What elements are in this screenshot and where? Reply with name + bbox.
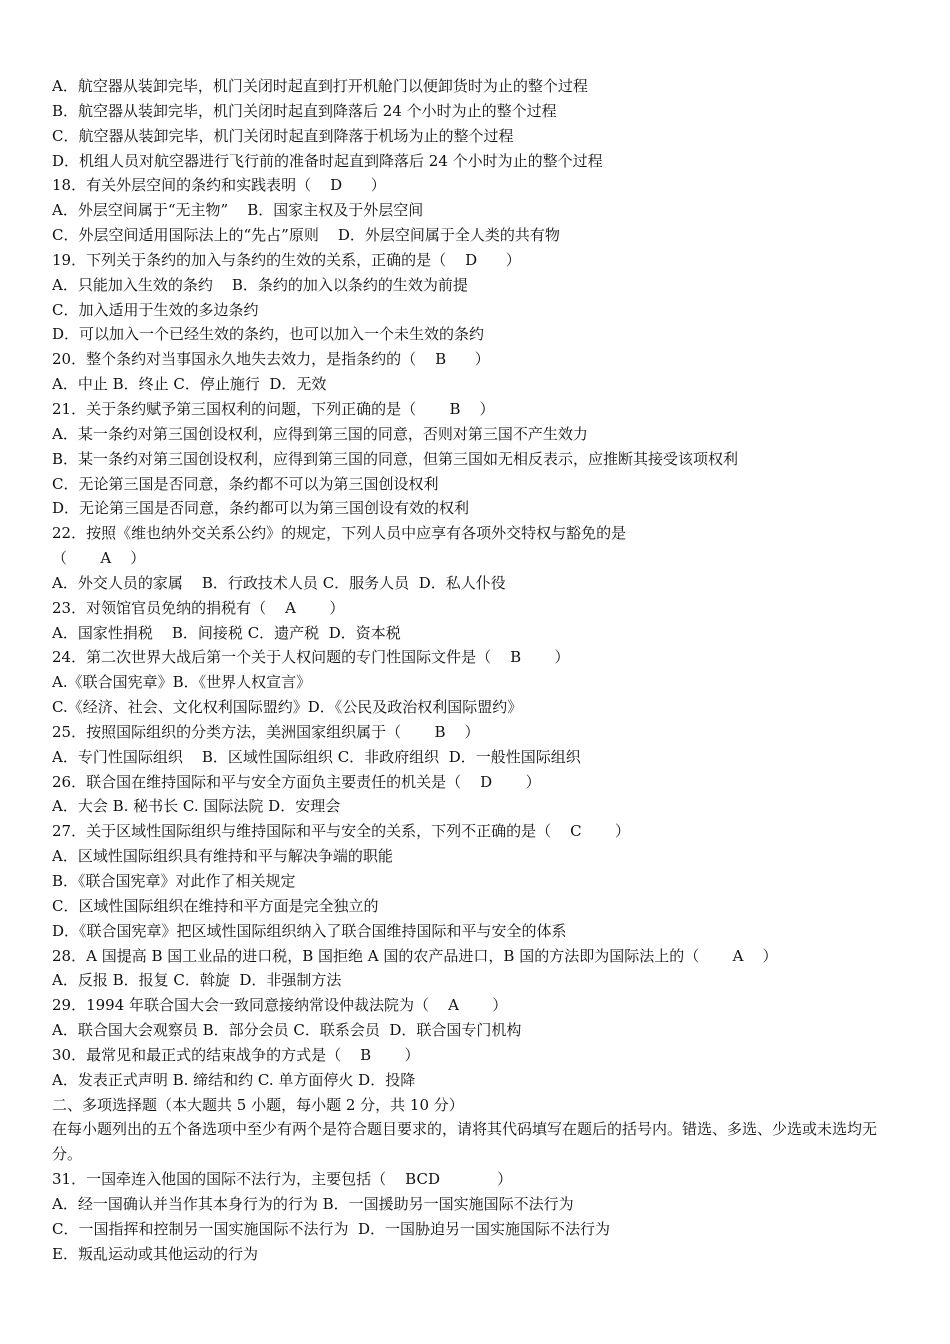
text-line: A．联合国大会观察员 B．部分会员 C．联系会员 D．联合国专门机构 xyxy=(52,1021,522,1040)
text-line: C．加入适用于生效的多边条约 xyxy=(52,300,259,319)
text-line: D．可以加入一个已经生效的条约，也可以加入一个未生效的条约 xyxy=(52,325,485,344)
section-instructions: 在每小题列出的五个备选项中至少有两个是符合题目要求的，请将其代码填写在题后的括号内。错选、多选、少选或未选均无分。 xyxy=(52,1120,878,1164)
text-line: A．区域性国际组织具有维持和平与解决争端的职能 xyxy=(52,847,393,866)
text-line: A.《联合国宪章》B．《世界人权宣言》 xyxy=(52,673,312,692)
question-27: 27．关于区域性国际组织与维持国际和平与安全的关系，下列不正确的是（ C ） xyxy=(52,822,631,841)
text-line: A．航空器从装卸完毕，机门关闭时起直到打开机舱门以便卸货时为止的整个过程 xyxy=(52,77,588,95)
text-line: E．叛乱运动或其他运动的行为 xyxy=(52,1244,258,1263)
text-line: C．一国指挥和控制另一国实施国际不法行为 D．一国胁迫另一国实施国际不法行为 xyxy=(52,1219,611,1238)
text-line: A．国家性捐税 B．间接税 C．遗产税 D．资本税 xyxy=(52,623,401,642)
text-line: D．机组人员对航空器进行飞行前的准备时起直到降落后 24 个小时为止的整个过程 xyxy=(52,151,603,170)
text-line: A．专门性国际组织 B．区域性国际组织 C．非政府组织 D．一般性国际组织 xyxy=(52,747,581,766)
text-line: A．只能加入生效的条约 B．条约的加入以条约的生效为前提 xyxy=(52,275,468,294)
question-24: 24．第二次世界大战后第一个关于人权问题的专门性国际文件是（ B ） xyxy=(52,648,570,667)
text-line: C．外层空间适用国际法上的“先占”原则 D．外层空间属于全人类的共有物 xyxy=(52,226,560,245)
question-26: 26．联合国在维持国际和平与安全方面负主要责任的机关是（ D ） xyxy=(52,772,541,791)
text-line: A．经一国确认并当作其本身行为的行为 B．一国援助另一国实施国际不法行为 xyxy=(52,1194,574,1213)
text-line: B．某一条约对第三国创设权利，应得到第三国的同意，但第三国如无相反表示，应推断其接受该项权利 xyxy=(52,449,739,468)
question-29: 29．1994 年联合国大会一致同意接纳常设仲裁法院为（ A ） xyxy=(52,996,508,1015)
question-25: 25．按照国际组织的分类方法，美洲国家组织属于（ B ） xyxy=(52,722,480,741)
question-28: 28．A 国提高 B 国工业品的进口税，B 国拒绝 A 国的农产品进口，B 国的方法即为国际法上的（ A ） xyxy=(52,946,778,965)
text-line: D．无论第三国是否同意，条约都可以为第三国创设有效的权利 xyxy=(52,499,470,518)
answer-bracket: （ A ） xyxy=(52,549,146,568)
question-19: 19．下列关于条约的加入与条约的生效的关系，正确的是（ D ） xyxy=(52,250,521,269)
text-line: A．某一条约对第三国创设权利，应得到第三国的同意，否则对第三国不产生效力 xyxy=(52,424,588,443)
text-line: A．反报 B．报复 C．斡旋 D．非强制方法 xyxy=(52,971,342,990)
text-line: A．中止 B．终止 C．停止施行 D．无效 xyxy=(52,375,327,394)
question-21: 21．关于条约赋予第三国权利的问题，下列正确的是（ B ） xyxy=(52,399,495,418)
text-line: B．《联合国宪章》对此作了相关规定 xyxy=(52,872,296,890)
question-20: 20．整个条约对当事国永久地失去效力，是指条约的（ B ） xyxy=(52,350,490,369)
question-30: 30．最常见和最正式的结束战争的方式是（ B ） xyxy=(52,1045,420,1064)
text-line: C．航空器从装卸完毕，机门关闭时起直到降落于机场为止的整个过程 xyxy=(52,126,514,145)
section-heading: 二、多项选择题（本大题共 5 小题，每小题 2 分，共 10 分） xyxy=(52,1095,464,1114)
document-page xyxy=(52,74,904,1267)
text-line: C．区域性国际组织在维持和平方面是完全独立的 xyxy=(52,896,379,915)
question-31: 31．一国牵连入他国的国际不法行为，主要包括（ BCD ） xyxy=(52,1170,513,1189)
text-line: A．外交人员的家属 B．行政技术人员 C．服务人员 D．私人仆役 xyxy=(52,573,506,592)
question-18: 18．有关外层空间的条约和实践表明（ D ） xyxy=(52,176,386,195)
text-line: B．航空器从装卸完毕，机门关闭时起直到降落后 24 个小时为止的整个过程 xyxy=(52,101,557,120)
question-22: 22．按照《维也纳外交关系公约》的规定，下列人员中应享有各项外交特权与豁免的是 xyxy=(52,524,627,543)
text-line: C．无论第三国是否同意，条约都不可以为第三国创设权利 xyxy=(52,474,439,493)
text-line: D．《联合国宪章》把区域性国际组织纳入了联合国维持国际和平与安全的体系 xyxy=(52,921,567,940)
text-line: A．大会 B. 秘书长 C. 国际法院 D．安理会 xyxy=(52,797,341,816)
text-line: A．发表正式声明 B. 缔结和约 C. 单方面停火 D．投降 xyxy=(52,1070,416,1089)
text-line: A．外层空间属于“无主物” B．国家主权及于外层空间 xyxy=(52,201,424,220)
text-line: C.《经济、社会、文化权利国际盟约》D．《公民及政治权利国际盟约》 xyxy=(52,698,523,717)
question-23: 23．对领馆官员免纳的捐税有（ A ） xyxy=(52,598,345,617)
